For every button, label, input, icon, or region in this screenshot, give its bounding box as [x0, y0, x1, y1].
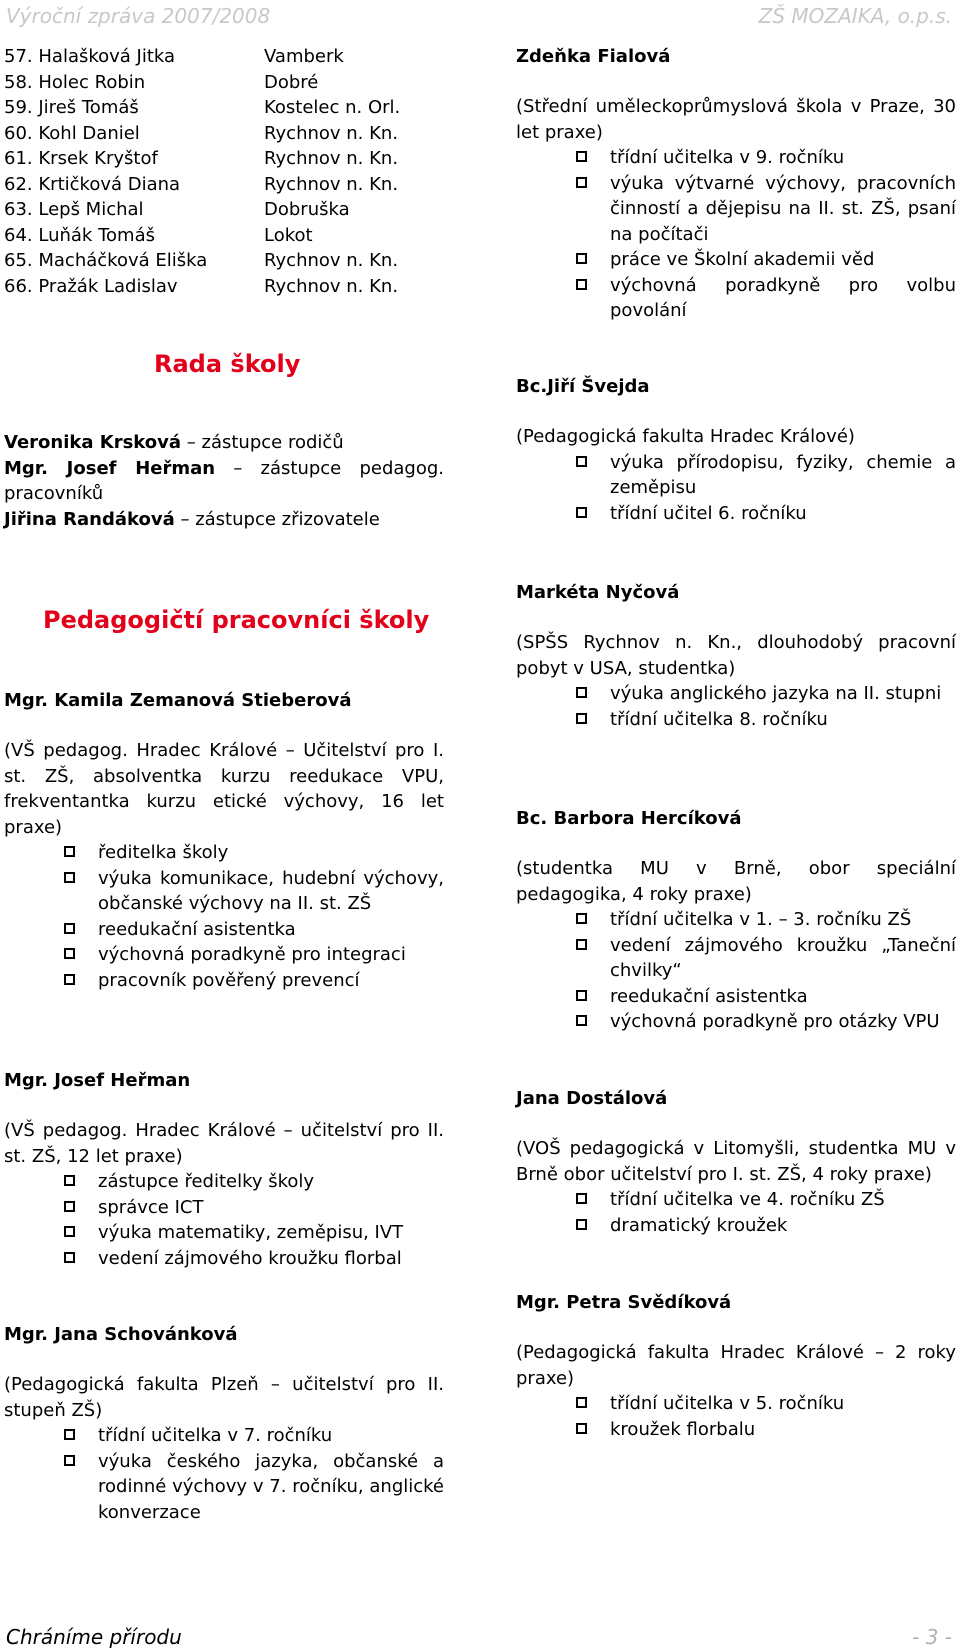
staff-name: Bc. Barbora Hercíková: [516, 808, 742, 829]
staff-name: Bc.Jiří Švejda: [516, 376, 650, 397]
list-item: 64. Luňák Tomáš Lokot: [4, 224, 313, 246]
footer-motto: Chráníme přírodu: [6, 1625, 182, 1649]
duty-list: [516, 1187, 956, 1238]
list-item: kroužek florbalu: [516, 1417, 956, 1443]
checkbox-icon: [64, 923, 75, 934]
council-member: Jiřina Randáková – zástupce zřizovatele: [4, 508, 380, 530]
duty-list: [4, 1169, 444, 1271]
staff-name: Mgr. Josef Heřman: [4, 1070, 191, 1091]
list-item: výchovná poradkyně pro otázky VPU: [516, 1009, 956, 1035]
checkbox-icon: [576, 253, 587, 264]
list-item: 63. Lepš Michal Dobruška: [4, 199, 350, 220]
list-item: vedení zájmového kroužku „Taneční chvilky“: [516, 933, 956, 984]
staff-info: (Pedagogická fakulta Hradec Králové): [516, 426, 855, 447]
staff-name: Jana Dostálová: [516, 1088, 668, 1109]
checkbox-icon: [64, 1175, 75, 1186]
staff-info: (Střední uměleckoprůmyslová škola v Praze, 30 let praxe): [516, 96, 956, 143]
list-item: výchovná poradkyně pro volbu povolání: [516, 273, 956, 324]
list-item: výuka přírodopisu, fyziky, chemie a zeměpisu: [516, 450, 956, 501]
list-item: ředitelka školy: [4, 840, 444, 866]
duty-list: [516, 907, 956, 1035]
staff-info: (VŠ pedagog. Hradec Králové – učitelství pro II. st. ZŠ, 12 let praxe): [4, 1120, 444, 1167]
checkbox-icon: [64, 974, 75, 985]
staff-name: Markéta Nyčová: [516, 582, 680, 603]
report-title: Výroční zpráva 2007/2008: [6, 4, 271, 28]
list-item: třídní učitelka v 9. ročníku: [516, 145, 956, 171]
checkbox-icon: [64, 948, 75, 959]
list-item: třídní učitelka ve 4. ročníku ZŠ: [516, 1187, 956, 1213]
checkbox-icon: [576, 177, 587, 188]
checkbox-icon: [576, 1193, 587, 1204]
checkbox-icon: [576, 1219, 587, 1230]
student-list: [4, 44, 444, 299]
council-heading: Rada školy: [154, 350, 301, 378]
council-members: [4, 430, 444, 532]
list-item: 59. Jireš Tomáš Kostelec n. Orl.: [4, 97, 401, 118]
checkbox-icon: [576, 279, 587, 290]
staff-info: (Pedagogická fakulta Plzeň – učitelství pro II. stupeň ZŠ): [4, 1374, 444, 1421]
checkbox-icon: [64, 1226, 75, 1237]
list-item: reedukační asistentka: [4, 917, 444, 943]
checkbox-icon: [576, 990, 587, 1001]
checkbox-icon: [64, 1252, 75, 1263]
checkbox-icon: [576, 1015, 587, 1026]
staff-card: [516, 1086, 956, 1238]
staff-name: Mgr. Petra Svědíková: [516, 1292, 732, 1313]
checkbox-icon: [64, 1429, 75, 1440]
list-item: vedení zájmového kroužku florbal: [4, 1246, 444, 1272]
duty-list: [516, 145, 956, 324]
staff-info: (Pedagogická fakulta Hradec Králové – 2 roky praxe): [516, 1342, 956, 1389]
list-item: reedukační asistentka: [516, 984, 956, 1010]
staff-card: [516, 806, 956, 1035]
staff-card: [516, 374, 956, 526]
checkbox-icon: [576, 687, 587, 698]
list-item: výuka výtvarné výchovy, pracovních činností a dějepisu na II. st. ZŠ, psaní na počítači: [516, 171, 956, 248]
staff-name: Zdeňka Fialová: [516, 46, 671, 67]
staff-card: [4, 1322, 444, 1525]
checkbox-icon: [64, 1455, 75, 1466]
duty-list: [4, 840, 444, 993]
staff-card: [516, 580, 956, 732]
school-name: ZŠ MOZAIKA, o.p.s.: [758, 4, 952, 28]
list-item: výchovná poradkyně pro integraci: [4, 942, 444, 968]
staff-card: [4, 1068, 444, 1271]
duty-list: [516, 450, 956, 527]
list-item: třídní učitel 6. ročníku: [516, 501, 956, 527]
staff-info: (VOŠ pedagogická v Litomyšli, studentka MU v Brně obor učitelství pro I. st. ZŠ, 4 roky praxe): [516, 1138, 956, 1185]
list-item: práce ve Školní akademii věd: [516, 247, 956, 273]
list-item: správce ICT: [4, 1195, 444, 1221]
page-number: - 3 -: [912, 1625, 952, 1649]
checkbox-icon: [576, 1397, 587, 1408]
staff-card: [516, 44, 956, 324]
checkbox-icon: [576, 939, 587, 950]
staff-info: (studentka MU v Brně, obor speciální pedagogika, 4 roky praxe): [516, 858, 956, 905]
list-item: třídní učitelka v 1. – 3. ročníku ZŠ: [516, 907, 956, 933]
staff-name: Mgr. Jana Schovánková: [4, 1324, 238, 1345]
staff-card: [516, 1290, 956, 1442]
list-item: třídní učitelka v 5. ročníku: [516, 1391, 956, 1417]
list-item: třídní učitelka v 7. ročníku: [4, 1423, 444, 1449]
duty-list: [4, 1423, 444, 1525]
list-item: zástupce ředitelky školy: [4, 1169, 444, 1195]
duty-list: [516, 1391, 956, 1442]
list-item: pracovník pověřený prevencí: [4, 968, 444, 994]
list-item: výuka matematiky, zeměpisu, IVT: [4, 1220, 444, 1246]
list-item: 60. Kohl Daniel Rychnov n. Kn.: [4, 122, 399, 144]
list-item: 66. Pražák Ladislav Rychnov n. Kn.: [4, 275, 399, 297]
staff-heading: Pedagogičtí pracovníci školy: [43, 606, 430, 634]
list-item: 57. Halašková Jitka Vamberk: [4, 46, 344, 67]
list-item: 61. Krsek Kryštof Rychnov n. Kn.: [4, 148, 399, 169]
list-item: 58. Holec Robin Dobré: [4, 71, 319, 93]
list-item: výuka komunikace, hudební výchovy, občanské výchovy na II. st. ZŠ: [4, 866, 444, 917]
staff-info: (VŠ pedagog. Hradec Králové – Učitelství pro I. st. ZŠ, absolventka kurzu reedukace VPU, frekventantka kurzu etické výchovy, 16 let praxe): [4, 740, 444, 838]
council-member: Veronika Krsková – zástupce rodičů: [4, 432, 344, 453]
checkbox-icon: [576, 507, 587, 518]
checkbox-icon: [576, 713, 587, 724]
list-item: 62. Krtičková Diana Rychnov n. Kn.: [4, 173, 399, 195]
list-item: 65. Macháčková Eliška Rychnov n. Kn.: [4, 250, 399, 271]
list-item: dramatický kroužek: [516, 1213, 956, 1239]
staff-info: (SPŠS Rychnov n. Kn., dlouhodobý pracovní pobyt v USA, studentka): [516, 632, 956, 679]
staff-card: [4, 688, 444, 993]
checkbox-icon: [64, 872, 75, 883]
checkbox-icon: [64, 846, 75, 857]
staff-name: Mgr. Kamila Zemanová Stieberová: [4, 690, 352, 711]
list-item: výuka českého jazyka, občanské a rodinné výchovy v 7. ročníku, anglické konverzace: [4, 1449, 444, 1526]
checkbox-icon: [576, 1423, 587, 1434]
list-item: výuka anglického jazyka na II. stupni: [516, 681, 956, 707]
council-member: Mgr. Josef Heřman – zástupce pedagog. pracovníků: [4, 457, 444, 504]
list-item: třídní učitelka 8. ročníku: [516, 707, 956, 733]
checkbox-icon: [576, 456, 587, 467]
checkbox-icon: [576, 151, 587, 162]
checkbox-icon: [64, 1201, 75, 1212]
checkbox-icon: [576, 913, 587, 924]
duty-list: [516, 681, 956, 732]
